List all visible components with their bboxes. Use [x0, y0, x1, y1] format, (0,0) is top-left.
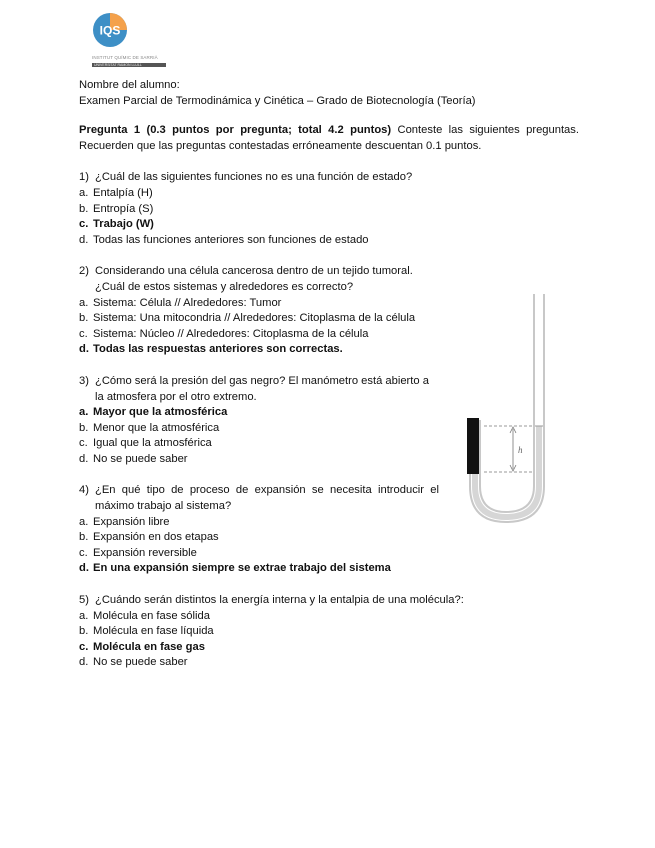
- height-marker: [484, 426, 532, 472]
- iqs-logo: [92, 12, 172, 67]
- gas-chamber: [467, 418, 479, 474]
- option-text: Sistema: Una mitocondria // Alrededores: Citoplasma de la célula: [93, 312, 416, 325]
- option-text: Entalpía (H): [93, 186, 153, 199]
- option-label: c.: [79, 437, 88, 450]
- logo-bar: [92, 63, 166, 67]
- option-label: c.: [79, 546, 88, 559]
- option-label: a.: [79, 609, 89, 622]
- option-label: b.: [79, 421, 89, 434]
- option-label: b.: [79, 202, 89, 215]
- option-text: Entropía (S): [93, 202, 154, 215]
- option-d-correct: [79, 561, 579, 577]
- iqs-logo-text: IQS: [99, 23, 121, 38]
- question-number: 3): [79, 374, 89, 387]
- option-list: [79, 609, 579, 671]
- option-label: b.: [79, 625, 89, 638]
- option-label: d.: [79, 562, 89, 575]
- height-label: h: [518, 445, 523, 455]
- option-b: [79, 530, 579, 546]
- option-label: d.: [79, 233, 89, 246]
- option-text: Mayor que la atmosférica: [93, 406, 228, 419]
- option-text: Molécula en fase gas: [93, 640, 205, 653]
- logo-bar-text: UNIVERSITAT RAMON LLULL: [94, 63, 142, 67]
- option-label: a.: [79, 515, 89, 528]
- option-c-correct: [79, 640, 579, 656]
- instructions-text: Conteste las siguientes preguntas. Recuerden que las preguntas contestadas erróneamente descuentan 0.1 puntos.: [79, 124, 579, 152]
- option-text: Sistema: Núcleo // Alrededores: Citoplasma de la célula: [93, 327, 369, 340]
- option-label: b.: [79, 312, 89, 325]
- option-d: [79, 233, 579, 249]
- option-label: d.: [79, 343, 89, 356]
- option-text: Igual que la atmosférica: [93, 437, 212, 450]
- option-label: c.: [79, 218, 89, 231]
- question-number: 1): [79, 171, 89, 184]
- option-text: Trabajo (W): [93, 218, 154, 231]
- option-d: [79, 655, 579, 671]
- question-text: Considerando una célula cancerosa dentro de un tejido tumoral. ¿Cuál de estos sistemas y alrededores es correcto?: [95, 265, 413, 293]
- exam-header: [79, 78, 579, 109]
- option-text: Expansión libre: [93, 515, 170, 528]
- question-text: ¿En qué tipo de proceso de expansión se necesita introducir el máximo trabajo al sistema?: [95, 484, 439, 513]
- question-instructions: [79, 123, 579, 154]
- exam-title: Examen Parcial de Termodinámica y Cinética – Grado de Biotecnología (Teoría): [79, 94, 476, 107]
- u-tube: [470, 294, 544, 522]
- option-c: [79, 546, 579, 562]
- option-label: a.: [79, 186, 89, 199]
- option-text: No se puede saber: [93, 452, 188, 465]
- option-text: En una expansión siempre se extrae trabajo del sistema: [93, 562, 391, 575]
- option-list: [79, 186, 579, 248]
- option-text: Molécula en fase líquida: [93, 625, 214, 638]
- question-5: [79, 593, 579, 671]
- option-a: [79, 609, 579, 625]
- option-label: d.: [79, 656, 89, 669]
- student-name-line: Nombre del alumno:: [79, 79, 180, 91]
- iqs-logo-mark: [92, 12, 128, 48]
- question-text: ¿Cuál de las siguientes funciones no es una función de estado?: [95, 171, 413, 184]
- question-number: 5): [79, 594, 89, 607]
- option-text: Sistema: Célula // Alrededores: Tumor: [93, 296, 282, 309]
- option-text: Todas las respuestas anteriores son correctas.: [93, 343, 343, 356]
- option-label: a.: [79, 406, 89, 419]
- option-label: d.: [79, 452, 89, 465]
- option-c-correct: [79, 217, 579, 233]
- question-text: ¿Cuándo serán distintos la energía interna y la entalpia de una molécula?:: [95, 594, 464, 607]
- option-text: Todas las funciones anteriores son funciones de estado: [93, 233, 369, 246]
- option-text: Expansión reversible: [93, 546, 197, 559]
- logo-subtitle: INSTITUT QUÍMIC DE SARRIÀ: [92, 55, 158, 60]
- option-a: [79, 186, 579, 202]
- option-b: [79, 624, 579, 640]
- option-label: a.: [79, 296, 89, 309]
- option-label: c.: [79, 327, 88, 340]
- manometer-liquid: [472, 426, 542, 520]
- option-label: b.: [79, 531, 89, 544]
- option-text: No se puede saber: [93, 656, 188, 669]
- option-label: c.: [79, 640, 89, 653]
- option-b: [79, 202, 579, 218]
- instructions-bold: Pregunta 1 (0.3 puntos por pregunta; total 4.2 puntos): [79, 124, 392, 137]
- manometer-diagram: [462, 290, 572, 530]
- question-1: [79, 170, 579, 248]
- option-text: Expansión en dos etapas: [93, 531, 219, 544]
- option-text: Menor que la atmosférica: [93, 421, 220, 434]
- question-number: 2): [79, 265, 89, 278]
- option-text: Molécula en fase sólida: [93, 609, 210, 622]
- question-number: 4): [79, 484, 89, 497]
- question-text: ¿Cómo será la presión del gas negro? El manómetro está abierto a la atmosfera por el otro extremo.: [95, 374, 429, 403]
